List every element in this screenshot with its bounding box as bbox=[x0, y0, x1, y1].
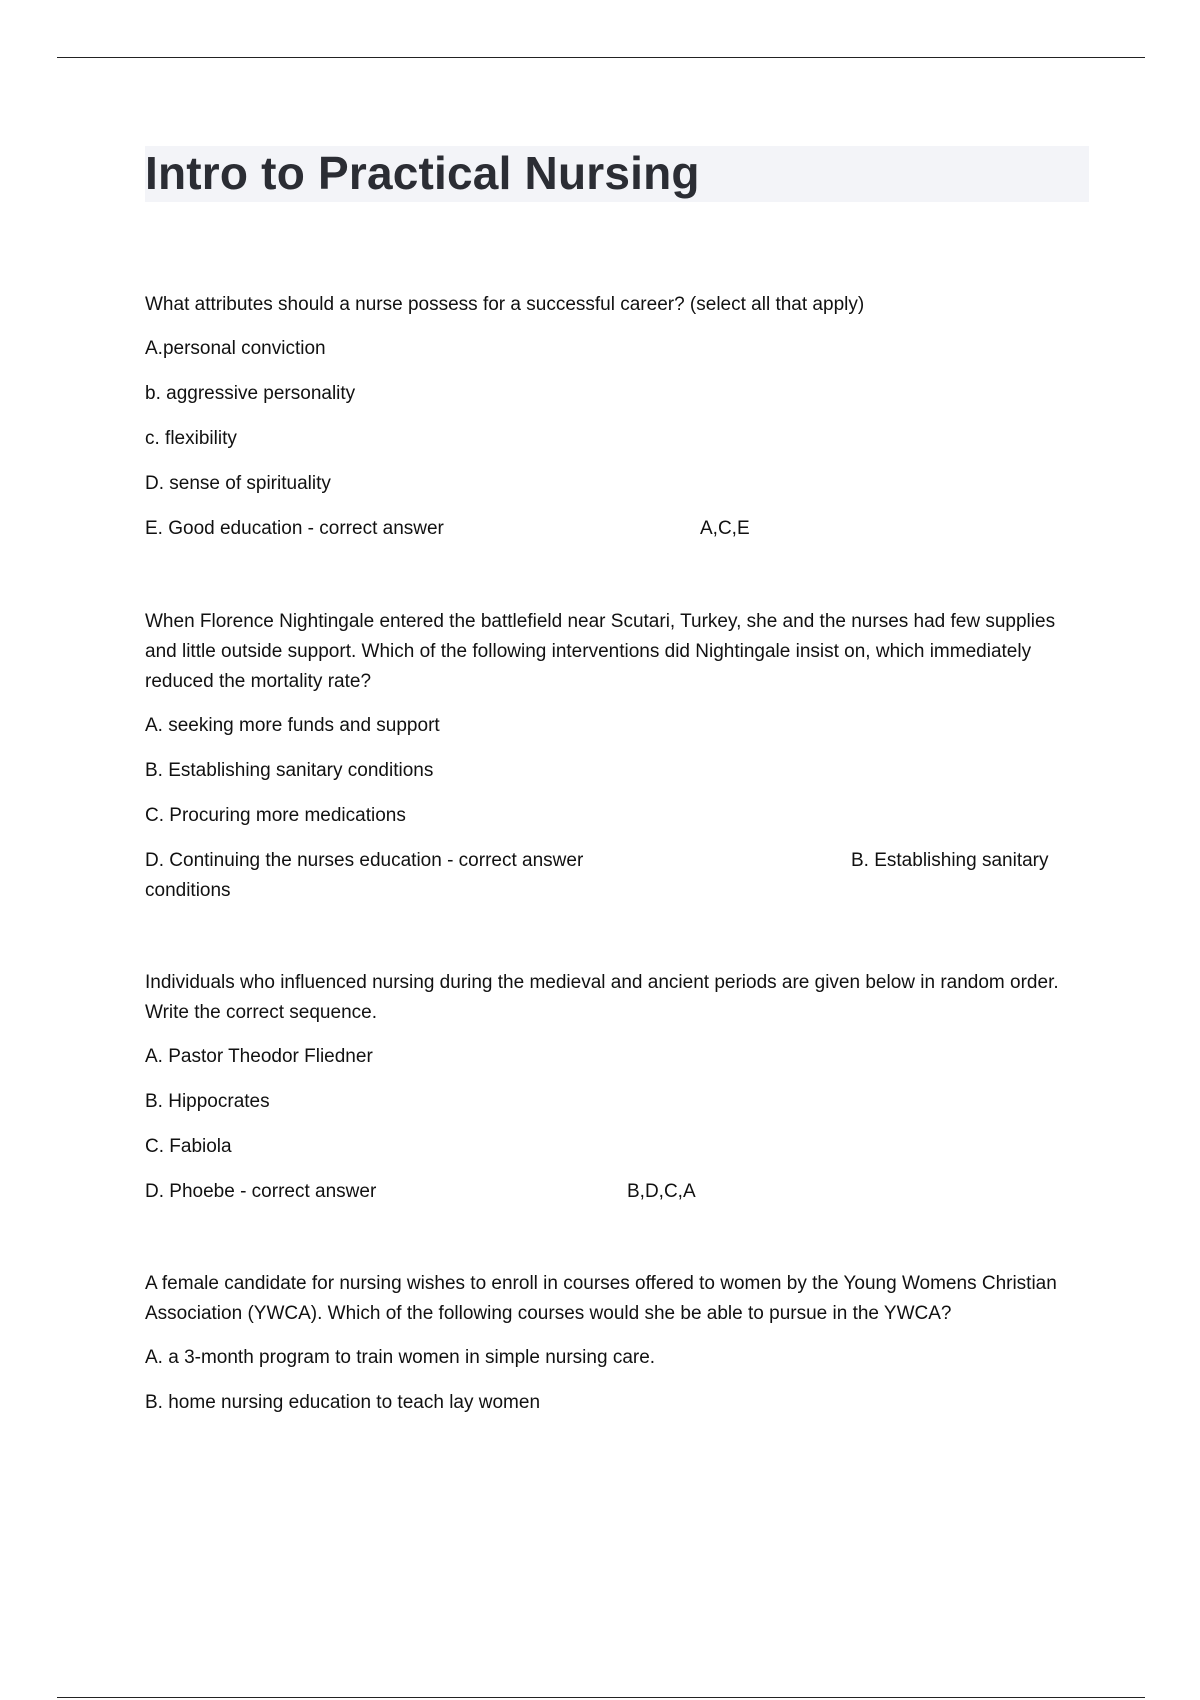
option-e: E. Good education - correct answer bbox=[145, 518, 444, 539]
correct-answer: B,D,C,A bbox=[627, 1181, 696, 1202]
option-a: A.personal conviction bbox=[145, 338, 326, 359]
option-b: B. home nursing education to teach lay women bbox=[145, 1392, 541, 1413]
option-a: A. seeking more funds and support bbox=[145, 715, 440, 736]
correct-answer-continued: conditions bbox=[145, 880, 231, 901]
top-rule bbox=[57, 57, 1145, 58]
option-last bbox=[145, 514, 1090, 559]
option-c: C. Fabiola bbox=[145, 1136, 232, 1157]
question-3 bbox=[145, 968, 1090, 1222]
question-stem: When Florence Nightingale entered the battlefield near Scutari, Turkey, she and the nurses had few supplies and little outside support. Which of the following interventions did Nightingale insist on, which immediately reduced the mortality rate? bbox=[145, 611, 1056, 692]
bottom-rule bbox=[57, 1697, 1145, 1698]
question-1 bbox=[145, 290, 1090, 559]
correct-answer: A,C,E bbox=[700, 518, 750, 539]
option-b: b. aggressive personality bbox=[145, 383, 356, 404]
option-d: D. Continuing the nurses education - correct answer bbox=[145, 850, 584, 871]
question-stem: Individuals who influenced nursing during the medieval and ancient periods are given below in random order. Write the correct sequence. bbox=[145, 972, 1059, 1023]
option-last bbox=[145, 1177, 1090, 1222]
option-c: C. Procuring more medications bbox=[145, 805, 406, 826]
question-stem: What attributes should a nurse possess for a successful career? (select all that apply) bbox=[145, 294, 865, 315]
option-d: D. sense of spirituality bbox=[145, 473, 331, 494]
question-stem: A female candidate for nursing wishes to enroll in courses offered to women by the Young Womens Christian Association (YWCA). Which of the following courses would she be able to pursue in the YWCA? bbox=[145, 1273, 1057, 1324]
question-2 bbox=[145, 607, 1090, 906]
option-b: B. Hippocrates bbox=[145, 1091, 270, 1112]
option-a: A. a 3-month program to train women in simple nursing care. bbox=[145, 1347, 656, 1368]
option-d: D. Phoebe - correct answer bbox=[145, 1181, 377, 1202]
option-last bbox=[145, 846, 1090, 876]
correct-answer: B. Establishing sanitary bbox=[851, 850, 1049, 871]
option-b: B. Establishing sanitary conditions bbox=[145, 760, 434, 781]
page-title: Intro to Practical Nursing bbox=[145, 147, 700, 199]
option-c: c. flexibility bbox=[145, 428, 237, 449]
question-4 bbox=[145, 1269, 1090, 1433]
option-a: A. Pastor Theodor Fliedner bbox=[145, 1046, 373, 1067]
